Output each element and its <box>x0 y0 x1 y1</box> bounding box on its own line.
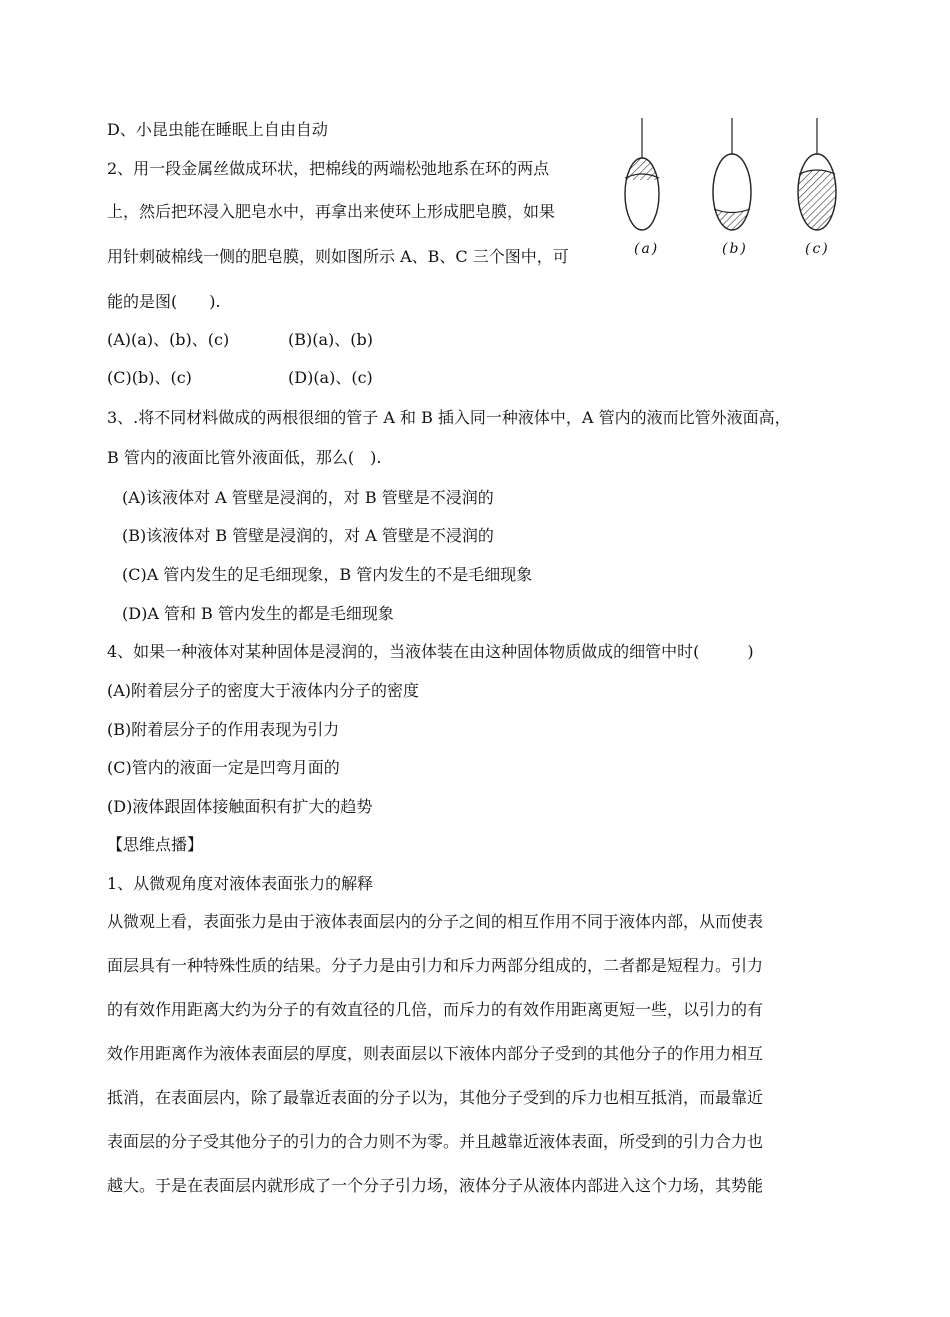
section-subheading: 1、从微观角度对液体表面张力的解释 <box>107 874 374 893</box>
q3-option-d: (D)A 管和 B 管内发生的都是毛细现象 <box>122 604 394 623</box>
q4-text: 4、如果一种液体对某种固体是浸润的，当液体装在由这种固体物质做成的细管中时( ) <box>107 642 754 661</box>
q1-option-d: D、小昆虫能在睡眠上自由自动 <box>107 120 328 139</box>
q3-text-line-2: B 管内的液面比管外液面低，那么( ). <box>107 448 382 467</box>
q2-option-b: (B)(a)、(b) <box>288 330 373 349</box>
paragraph-line-5: 抵消，在表面层内，除了最靠近表面的分子以为，其他分子受到的斥力也相互抵消，而最靠近 <box>107 1088 764 1107</box>
q2-text-line-1: 2、用一段金属丝做成环状，把棉线的两端松弛地系在环的两点 <box>107 159 550 178</box>
q4-option-d: (D)液体跟固体接触面积有扩大的趋势 <box>107 797 373 816</box>
q4-option-b: (B)附着层分子的作用表现为引力 <box>107 720 340 739</box>
caption-c: (c) <box>805 241 830 257</box>
paragraph-line-3: 的有效作用距离大约为分子的有效直径的几倍，而斥力的有效作用距离更短一些，以引力的有 <box>107 1000 764 1019</box>
q3-option-c: (C)A 管内发生的足毛细现象，B 管内发生的不是毛细现象 <box>122 565 533 584</box>
q4-option-c: (C)管内的液面一定是凹弯月面的 <box>107 758 340 777</box>
q2-text-line-4: 能的是图( ). <box>107 292 221 311</box>
q2-option-c: (C)(b)、(c) <box>107 368 192 387</box>
paragraph-line-7: 越大。于是在表面层内就形成了一个分子引力场，液体分子从液体内部进入这个力场，其势能 <box>107 1176 764 1195</box>
section-heading: 【思维点播】 <box>107 835 204 854</box>
q2-text-line-2: 上，然后把环浸入肥皂水中，再拿出来使环上形成肥皂膜，如果 <box>107 202 556 221</box>
caption-a: (a) <box>634 241 660 257</box>
q2-text-line-3: 用针刺破棉线一侧的肥皂膜，则如图所示 A、B、C 三个图中，可 <box>107 247 569 266</box>
q3-option-a: (A)该液体对 A 管壁是浸润的，对 B 管壁是不浸润的 <box>122 488 494 507</box>
loop-b <box>713 118 751 234</box>
q4-option-a: (A)附着层分子的密度大于液体内分子的密度 <box>107 681 420 700</box>
q3-option-b: (B)该液体对 B 管壁是浸润的，对 A 管壁是不浸润的 <box>122 526 494 545</box>
paragraph-line-2: 面层具有一种特殊性质的结果。分子力是由引力和斥力两部分组成的，二者都是短程力。引力 <box>107 956 764 975</box>
caption-b: (b) <box>722 241 748 257</box>
paragraph-line-4: 效作用距离作为液体表面层的厚度，则表面层以下液体内部分子受到的其他分子的作用力相互 <box>107 1044 764 1063</box>
loop-a <box>622 118 662 230</box>
paragraph-line-1: 从微观上看，表面张力是由于液体表面层内的分子之间的相互作用不同于液体内部，从而使表 <box>107 912 764 931</box>
q2-option-a: (A)(a)、(b)、(c) <box>107 330 230 349</box>
soap-film-figure <box>612 116 852 266</box>
paragraph-line-6: 表面层的分子受其他分子的引力的合力则不为零。并且越靠近液体表面，所受到的引力合力也 <box>107 1132 764 1151</box>
loop-c <box>798 118 836 234</box>
q3-text-line-1: 3、.将不同材料做成的两根很细的管子 A 和 B 插入同一种液体中，A 管内的液而比管外液面高， <box>107 408 791 427</box>
q2-option-d: (D)(a)、(c) <box>288 368 373 387</box>
